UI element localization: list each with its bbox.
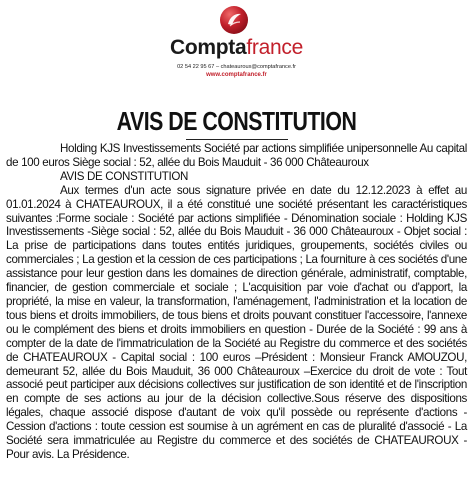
notice-main-paragraph: Aux termes d'un acte sous signature privée en date du 12.12.2023 à effet au 01.01.2024 à CHATEAUROUX, il a été constitué une société présentant les caractéristiques suivantes :Forme sociale : Société par actions simplifiée - Dénomination sociale : Holding KJS Investissements -Siège social : 52, allée du Bois Mauduit - 36 000 Châteauroux - Objet social : La prise de participations dans toutes entités juridiques, groupements, sociétés civiles ou commerciales ; La gestion et la cession de ces participations ; La fourniture à ces sociétés d'une assistance pour leur gestion dans les domaines de direction générale, administratif, comptable, financier, de gestion commerciale et sociale ; L'acquisition par voie d'achat ou d'apport, la propriété, la mise en valeur, la transformation, l'aménagement, l'administration et la location de tous biens et droits immobiliers, de tous biens et droits pouvant constituer l'accessoire, l'annexe ou le complément des biens et droits immobiliers en question - Durée de la Société : 99 ans à compter de la date de l'immatriculation de la Société au Registre du commerce et des sociétés de CHATEAUROUX - Capital social : 100 euros –Président : Monsieur Franck AMOUZOU, demeurant 52, allée du Bois Mauduit, 36 000 Châteauroux –Exercice du droit de vote : Tout associé peut participer aux décisions collectives sur justification de son identité et de l'inscription en compte de ses actions au jour de la décision collective.Sous réserve des dispositions légales, chaque associé dispose d'autant de voix qu'il possède ou représente d'actions - Cession d'actions : toute cession est soumise à un agrément en cas de pluralité d'associé - La Société sera immatriculée au Registre du commerce et des sociétés de CHATEAUROUX - Pour avis. La Présidence. <box>6 183 467 461</box>
brand-name <box>0 36 473 60</box>
contact-line: 02 54 22 95 67 – chateauroux@comptafrance.fr <box>177 64 296 70</box>
notice-title: AVIS DE CONSTITUTION <box>116 106 357 136</box>
brand-name-accent: france <box>246 36 303 59</box>
comptafrance-logo-icon <box>219 5 249 35</box>
title-divider <box>186 139 288 140</box>
notice-subheading: AVIS DE CONSTITUTION <box>60 169 189 183</box>
brand-name-main: Compta <box>170 36 247 59</box>
notice-intro-paragraph: Holding KJS Investissements Société par actions simplifiée unipersonnelle Au capital de 100 euros Siège social : 52, allée du Bois Mauduit - 36 000 Châteauroux <box>6 142 467 169</box>
header <box>0 0 473 96</box>
notice-body <box>6 142 467 462</box>
website-link[interactable]: www.comptafrance.fr <box>206 72 267 78</box>
